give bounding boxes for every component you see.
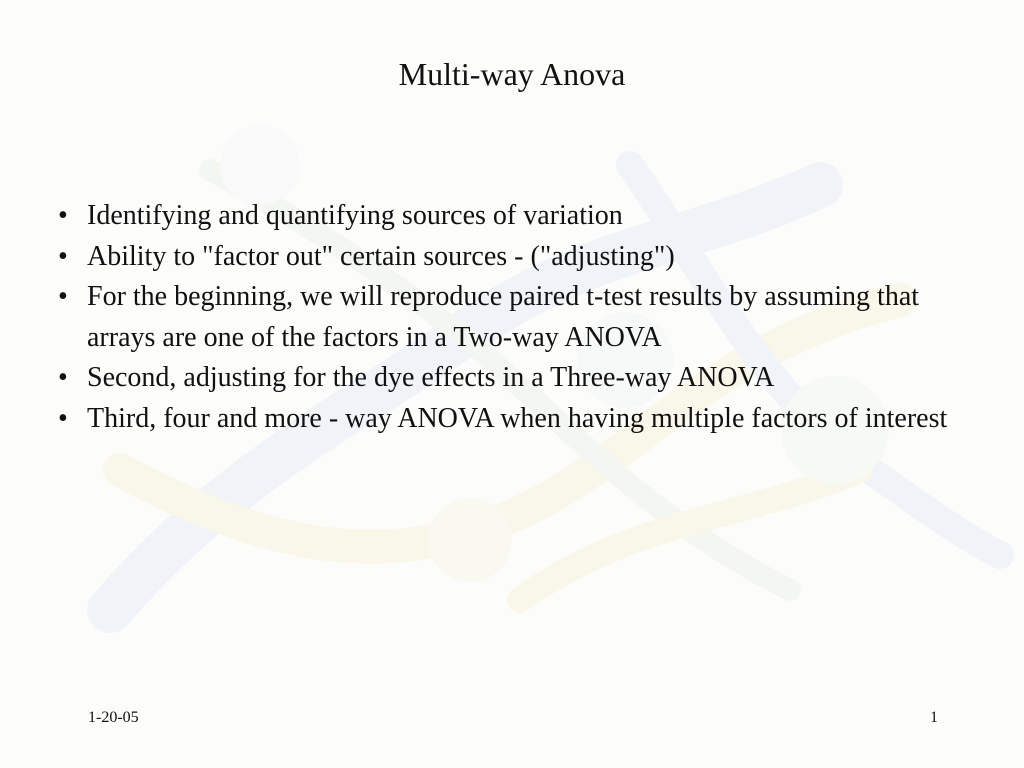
bullet-item <box>58 277 958 358</box>
bullet-icon: • <box>58 362 68 393</box>
bullet-icon: • <box>58 240 68 272</box>
slide-title: Multi-way Anova <box>398 56 626 92</box>
bullet-text: Ability to "factor out" certain sources - ("adjusting") <box>87 240 675 272</box>
bullet-text: Identifying and quantifying sources of variation <box>87 200 623 231</box>
bullet-list <box>58 196 958 439</box>
page-number: 1 <box>930 709 938 726</box>
bullet-item <box>58 358 958 399</box>
bullet-item <box>58 237 958 278</box>
bullet-icon: • <box>58 281 68 312</box>
bullet-item <box>58 196 958 237</box>
bullet-item <box>58 399 958 440</box>
bullet-text: Second, adjusting for the dye effects in a Three-way ANOVA <box>87 362 775 393</box>
bullet-icon: • <box>58 200 68 231</box>
bullet-text: For the beginning, we will reproduce paired t-test results by assuming that arrays are one of the factors in a Two-way ANOVA <box>87 281 920 353</box>
footer-date: 1-20-05 <box>88 709 139 726</box>
bullet-text: Third, four and more - way ANOVA when having multiple factors of interest <box>87 402 948 434</box>
bullet-icon: • <box>58 402 68 434</box>
